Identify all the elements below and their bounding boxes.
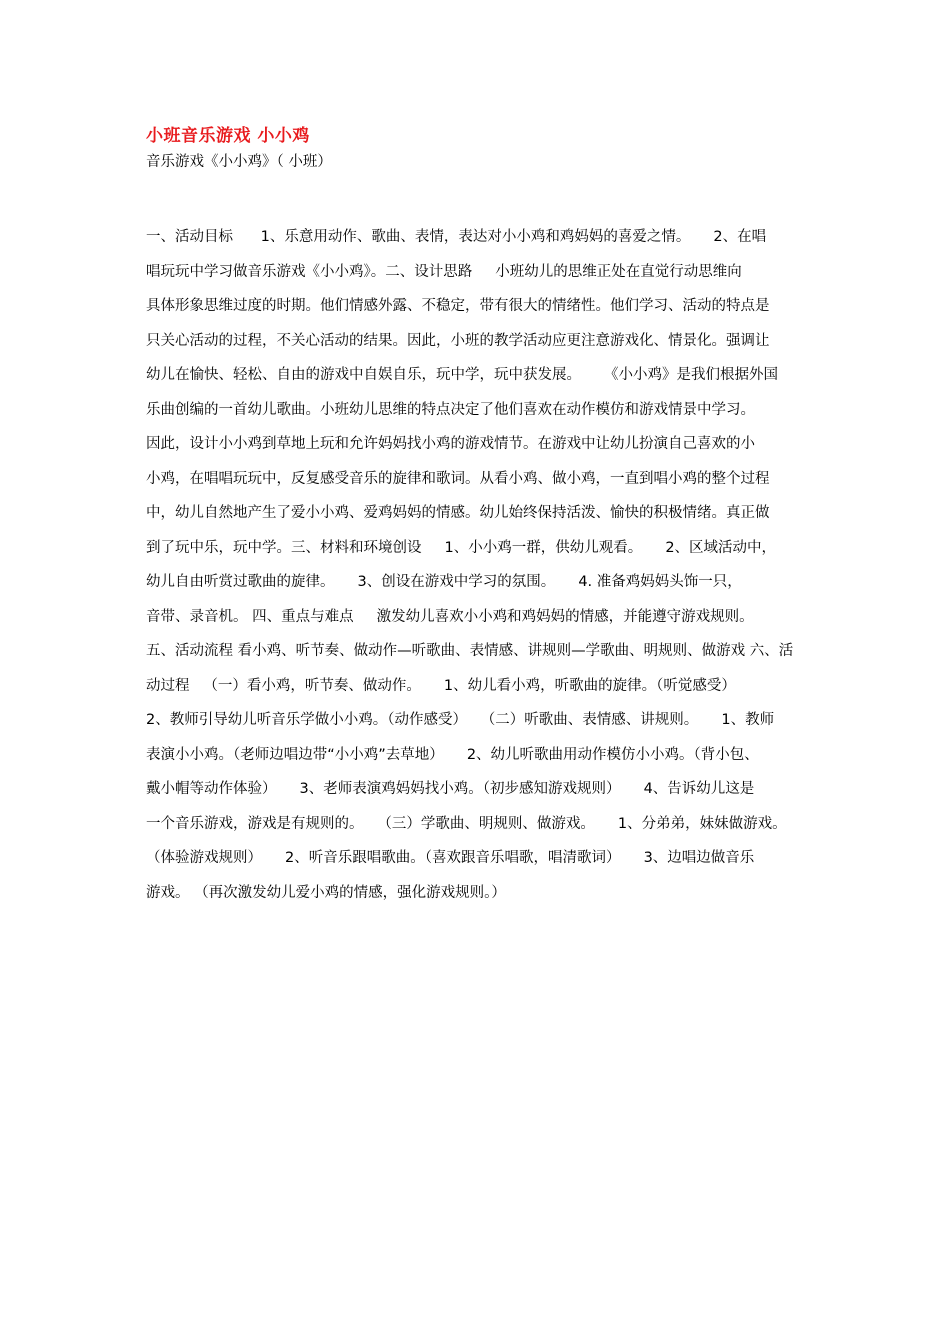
body-line: 具体形象思维过度的时期。他们情感外露、不稳定，带有很大的情绪性。他们学习、活动的特点是 [146,298,770,314]
body-line: 2、教师引导幼儿听音乐学做小小鸡。（动作感受） （二）听歌曲、表情感、讲规则。 1、教师 [146,712,775,728]
body-line: 表演小小鸡。（老师边唱边带“小小鸡”去草地） 2、幼儿听歌曲用动作模仿小小鸡。（背小包、 [146,746,759,763]
body-line: 幼儿在愉快、轻松、自由的游戏中自娱自乐，玩中学，玩中获发展。 《小小鸡》是我们根据外国 [146,367,779,383]
body-line: 小鸡，在唱唱玩玩中，反复感受音乐的旋律和歌词。从看小鸡、做小鸡，一直到唱小鸡的整个过程 [146,470,770,487]
body-line: 乐曲创编的一首幼儿歌曲。小班幼儿思维的特点决定了他们喜欢在动作模仿和游戏情景中学习。 [146,401,755,418]
body-line: 幼儿自由听赏过歌曲的旋律。 3、创设在游戏中学习的氛围。 4. 准备鸡妈妈头饰一只， [146,574,742,590]
body-line: 一、活动目标 1、乐意用动作、歌曲、表情，表达对小小鸡和鸡妈妈的喜爱之情。 2、在唱 [146,229,767,245]
body-line: 戴小帽等动作体验） 3、老师表演鸡妈妈找小鸡。（初步感知游戏规则） 4、告诉幼儿这是 [146,781,755,797]
body-line: 中，幼儿自然地产生了爱小小鸡、爱鸡妈妈的情感。幼儿始终保持活泼、愉快的积极情绪。真正做 [146,505,770,521]
document-title: 小班音乐游戏 小小鸡 [146,126,310,146]
body-line: 因此，设计小小鸡到草地上玩和允许妈妈找小鸡的游戏情节。在游戏中让幼儿扮演自己喜欢的小 [146,436,755,452]
body-line: 五、活动流程 看小鸡、听节奏、做动作—听歌曲、表情感、讲规则—学歌曲、明规则、做游戏 六、活 [146,643,794,659]
body-line: 游戏。 （再次激发幼儿爱小鸡的情感，强化游戏规则。） [146,884,506,901]
document-body [146,220,818,910]
body-line: 到了玩中乐，玩中学。三、材料和环境创设 1、小小鸡一群，供幼儿观看。 2、区域活动中， [146,539,777,556]
body-line: 一个音乐游戏，游戏是有规则的。 （三）学歌曲、明规则、做游戏。 1、分弟弟，妹妹做游戏。 [146,815,787,832]
document-subtitle: 音乐游戏《小小鸡》（ 小班） [146,154,332,170]
body-line: 音带、录音机。 四、重点与难点 激发幼儿喜欢小小鸡和鸡妈妈的情感，并能遵守游戏规则。 [146,608,754,625]
body-line: 动过程 （一）看小鸡，听节奏、做动作。 1、幼儿看小鸡，听歌曲的旋律。（听觉感受） [146,677,736,694]
body-line: 唱玩玩中学习做音乐游戏《小小鸡》。二、设计思路 小班幼儿的思维正处在直觉行动思维向 [146,263,742,280]
body-line: （体验游戏规则） 2、听音乐跟唱歌曲。（喜欢跟音乐唱歌，唱清歌词） 3、边唱边做音乐 [146,850,755,866]
body-line: 只关心活动的过程，不关心活动的结果。因此，小班的教学活动应更注意游戏化、情景化。强调让 [146,332,770,349]
